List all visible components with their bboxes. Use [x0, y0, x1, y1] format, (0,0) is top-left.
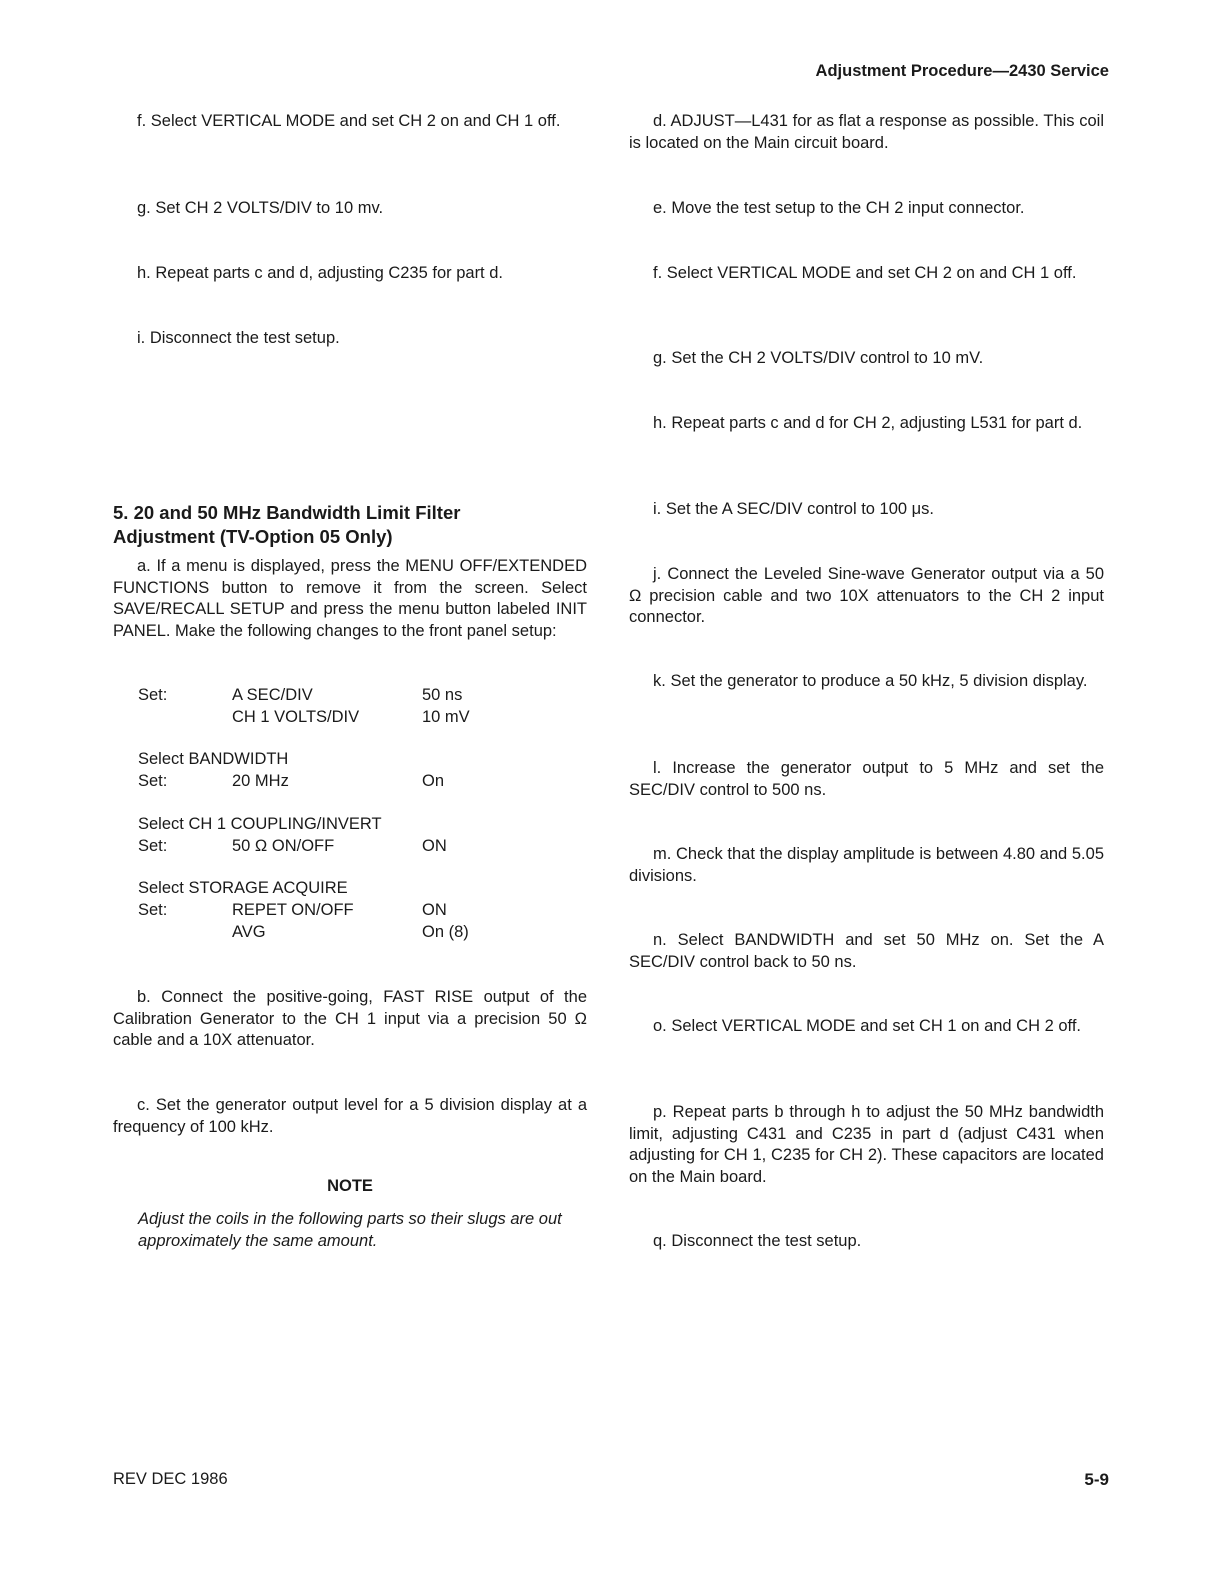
note-title: NOTE	[327, 1177, 373, 1195]
section-heading-line1: 5. 20 and 50 MHz Bandwidth Limit Filter	[113, 502, 461, 523]
step-h-left: h. Repeat parts c and d, adjusting C235 for part d.	[137, 264, 503, 282]
step-f-right: f. Select VERTICAL MODE and set CH 2 on and CH 1 off.	[653, 264, 1077, 282]
step-q-right: q. Disconnect the test setup.	[653, 1232, 862, 1250]
step-p-right: p. Repeat parts b through h to adjust the 50 MHz bandwidth limit, adjusting C431 and C235 in part d (adjust C431 when adjusting for CH 1, C235 for CH 2). These capacitors are located on the Main board.	[629, 1103, 1105, 1186]
settings-row: Select STORAGE ACQUIRE	[138, 879, 348, 897]
page-number: 5-9	[1084, 1470, 1109, 1489]
step-j-right: j. Connect the Leveled Sine-wave Generator output via a 50 Ω precision cable and two 10X attenuators to the CH 2 input connector.	[629, 565, 1104, 626]
step-g-right: g. Set the CH 2 VOLTS/DIV control to 10 mV.	[653, 349, 984, 367]
settings-row: Set: A SEC/DIV 50 ns	[138, 686, 463, 704]
step-b: b. Connect the positive-going, FAST RISE output of the Calibration Generator to the CH 1 input via a precision 50 Ω cable and a 10X attenuator.	[113, 988, 587, 1049]
step-d-right: d. ADJUST—L431 for as flat a response as possible. This coil is located on the Main circuit board.	[629, 112, 1104, 152]
note-text: Adjust the coils in the following parts so their slugs are out approximately the same amount.	[138, 1210, 562, 1250]
step-i-right: i. Set the A SEC/DIV control to 100 μs.	[653, 500, 934, 518]
running-header: Adjustment Procedure—2430 Service	[815, 62, 1109, 80]
revision-date: REV DEC 1986	[113, 1470, 228, 1488]
step-f-left: f. Select VERTICAL MODE and set CH 2 on and CH 1 off.	[137, 112, 561, 130]
settings-row: Select CH 1 COUPLING/INVERT	[138, 815, 382, 833]
step-m-right: m. Check that the display amplitude is between 4.80 and 5.05 divisions.	[629, 845, 1104, 885]
settings-row: Set: REPET ON/OFF ON	[138, 901, 447, 919]
step-e-right: e. Move the test setup to the CH 2 input connector.	[653, 199, 1025, 217]
settings-row: Set: 20 MHz On	[138, 772, 445, 790]
step-h-right: h. Repeat parts c and d for CH 2, adjusting L531 for part d.	[653, 414, 1083, 432]
settings-row: Set: 50 Ω ON/OFF ON	[138, 837, 447, 855]
step-a: a. If a menu is displayed, press the MENU OFF/EXTENDED FUNCTIONS button to remove it from the screen. Select SAVE/RECALL SETUP and press the menu button labeled INIT PANEL. Make the following changes to the front panel setup:	[113, 557, 587, 640]
settings-row: AVG On (8)	[232, 923, 469, 941]
section-heading	[113, 501, 587, 549]
step-n-right: n. Select BANDWIDTH and set 50 MHz on. Set the A SEC/DIV control back to 50 ns.	[629, 931, 1104, 971]
step-o-right: o. Select VERTICAL MODE and set CH 1 on and CH 2 off.	[653, 1017, 1081, 1035]
step-c: c. Set the generator output level for a 5 division display at a frequency of 100 kHz.	[113, 1096, 587, 1136]
settings-row: CH 1 VOLTS/DIV 10 mV	[232, 708, 470, 726]
step-k-right: k. Set the generator to produce a 50 kHz, 5 division display.	[653, 672, 1088, 690]
settings-row: Select BANDWIDTH	[138, 750, 289, 768]
step-l-right: l. Increase the generator output to 5 MHz and set the SEC/DIV control to 500 ns.	[629, 759, 1104, 799]
step-i-left: i. Disconnect the test setup.	[137, 329, 340, 347]
section-heading-line2: Adjustment (TV-Option 05 Only)	[113, 526, 393, 547]
step-g-left: g. Set CH 2 VOLTS/DIV to 10 mv.	[137, 199, 384, 217]
